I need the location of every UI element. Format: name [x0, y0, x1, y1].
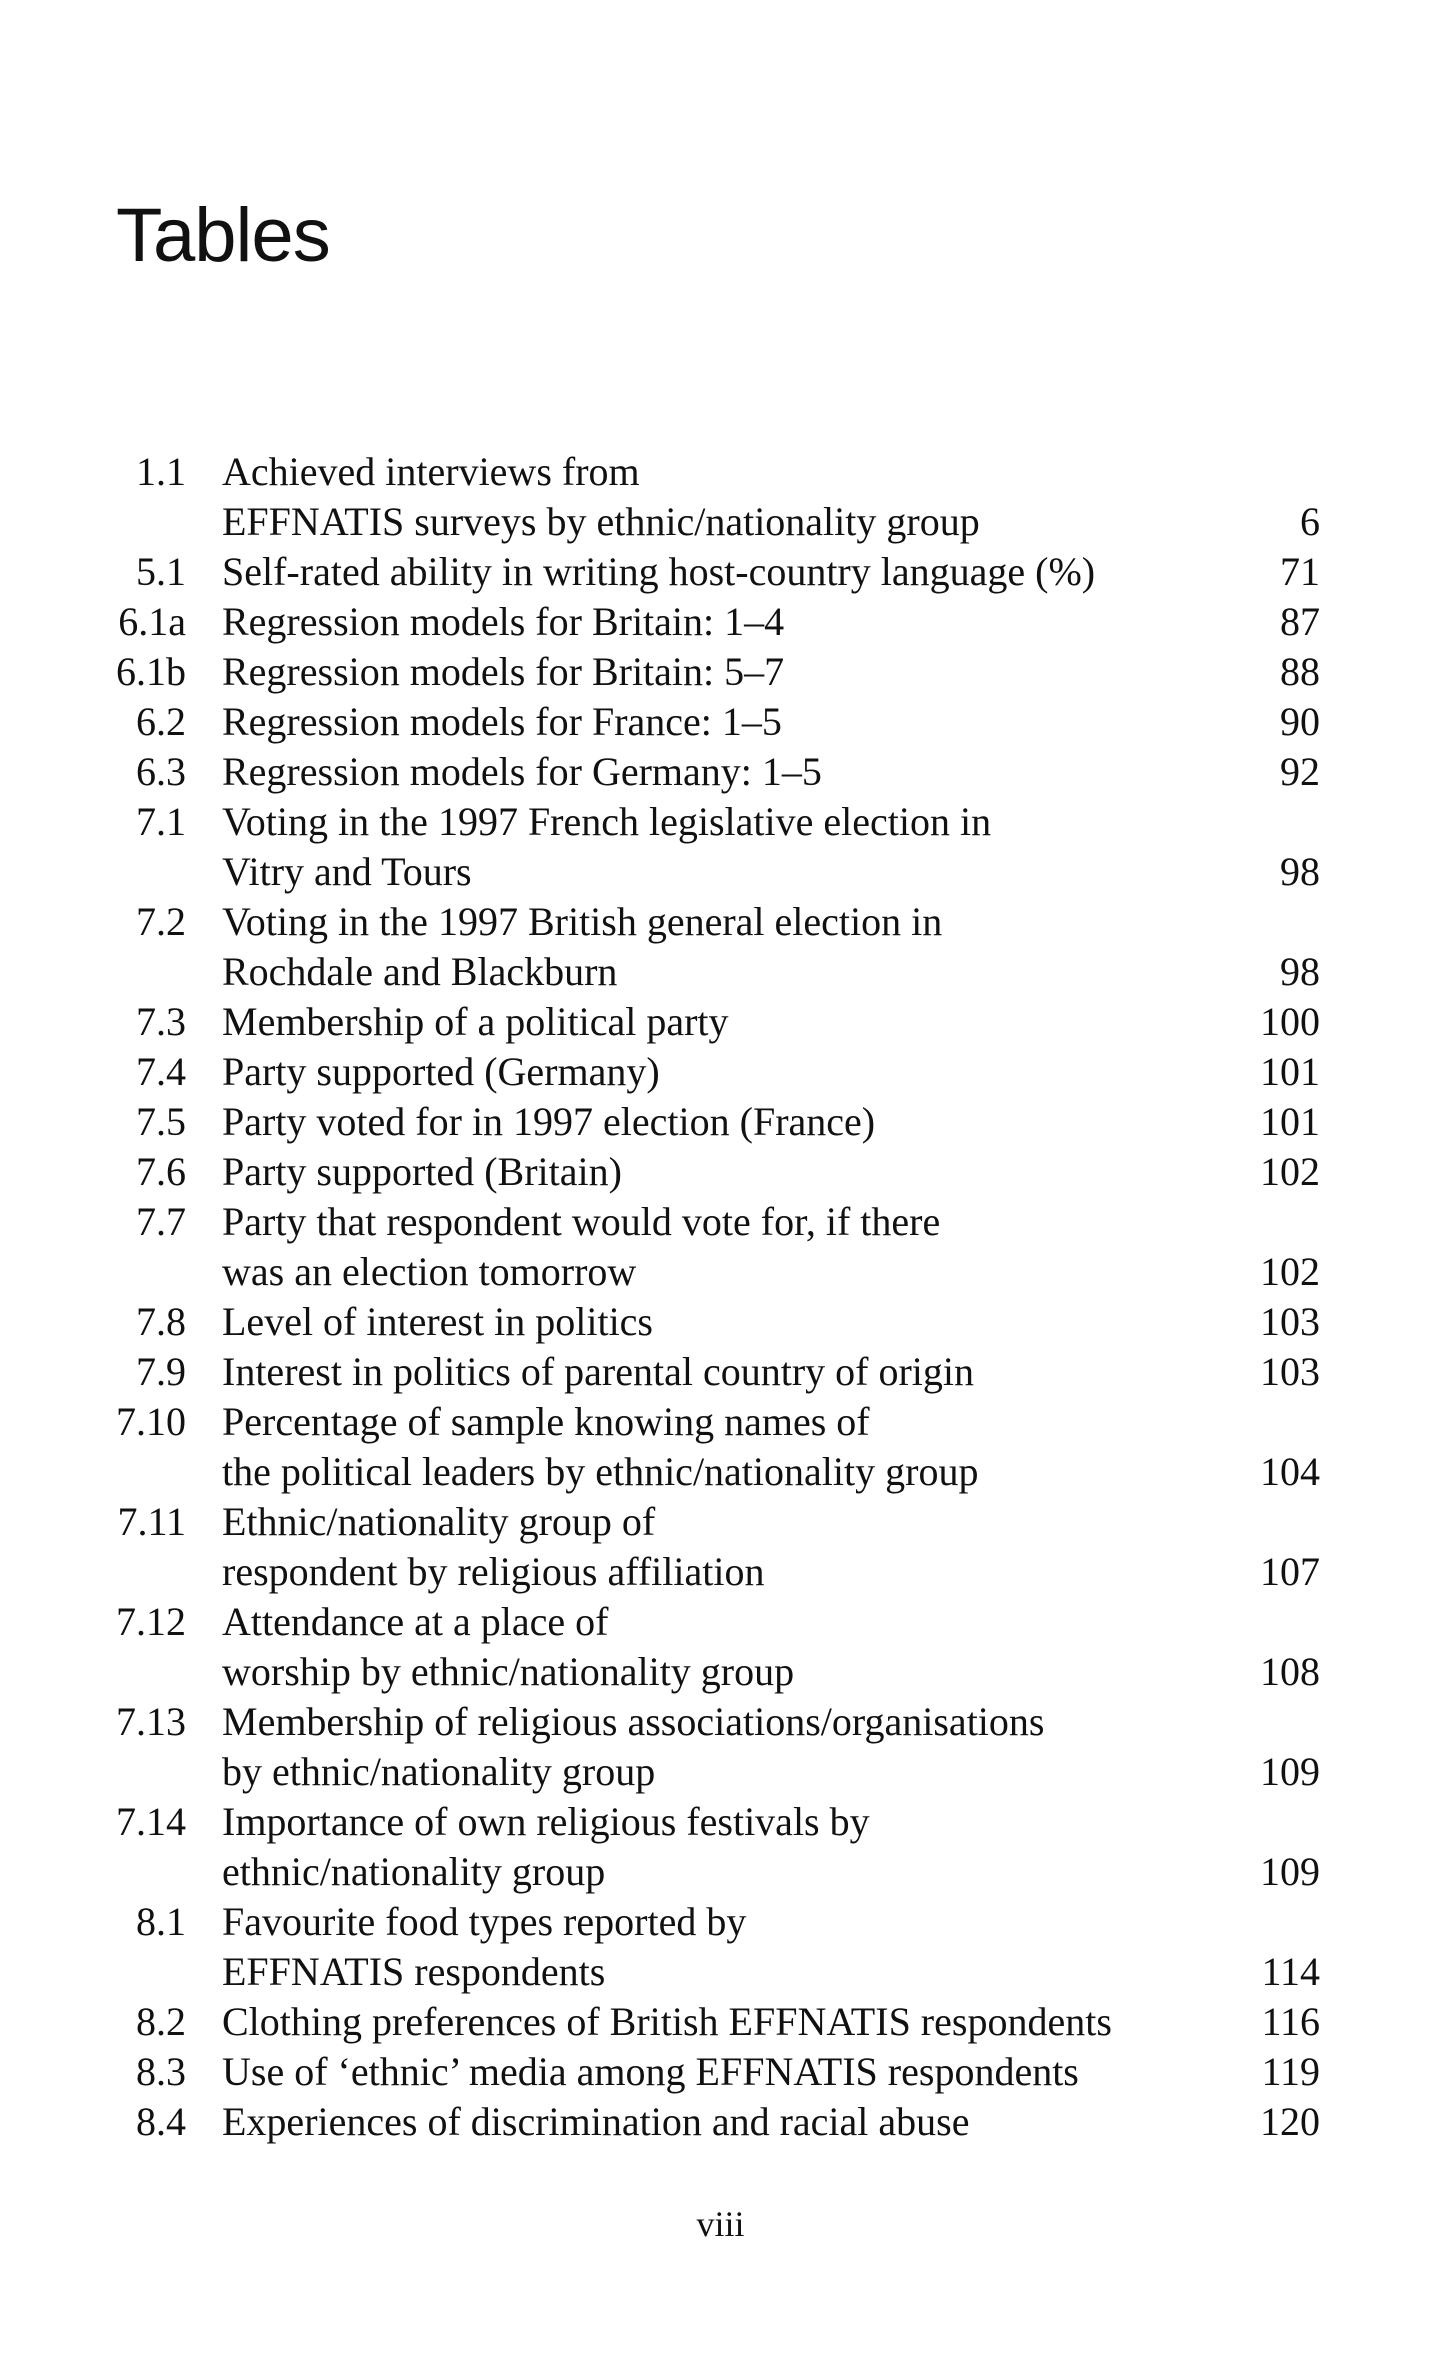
page-reference: 90 [1280, 699, 1320, 744]
toc-entry [100, 597, 1320, 647]
table-number: 6.3 [136, 749, 186, 794]
toc-entry [100, 1347, 1320, 1397]
table-number: 7.9 [136, 1349, 186, 1394]
table-title-line: the political leaders by ethnic/nationality group [222, 1449, 979, 1494]
toc-entry [100, 1897, 1320, 1997]
page-title: Tables [116, 193, 330, 278]
table-title-line: Party supported (Britain) [222, 1149, 622, 1194]
toc-entry [100, 647, 1320, 697]
toc-entry [100, 1097, 1320, 1147]
table-title-line: Vitry and Tours [222, 849, 472, 894]
table-title-line: Membership of religious associations/organisations [222, 1699, 1045, 1744]
table-title [222, 997, 1222, 1047]
page-reference: 104 [1260, 1449, 1320, 1494]
toc-entry [100, 547, 1320, 597]
toc-entry [100, 1297, 1320, 1347]
page-reference: 114 [1261, 1949, 1320, 1994]
table-title-line: Regression models for Britain: 5–7 [222, 649, 785, 694]
page-reference: 103 [1260, 1349, 1320, 1394]
table-title-line: Rochdale and Blackburn [222, 949, 618, 994]
table-title [222, 697, 1222, 747]
table-title [222, 1597, 1222, 1697]
table-title-line: Ethnic/nationality group of [222, 1499, 656, 1544]
page-reference: 98 [1280, 949, 1320, 994]
table-title [222, 1997, 1222, 2047]
table-title-line: Party voted for in 1997 election (France) [222, 1099, 876, 1144]
table-title-line: Experiences of discrimination and racial abuse [222, 2099, 970, 2144]
table-title-line: Clothing preferences of British EFFNATIS respondents [222, 1999, 1112, 2044]
toc-entry [100, 997, 1320, 1047]
table-title [222, 1097, 1222, 1147]
table-title-line: Level of interest in politics [222, 1299, 653, 1344]
table-title [222, 1147, 1222, 1197]
table-number: 7.2 [136, 899, 186, 944]
table-title [222, 1197, 1222, 1297]
table-title-line: Self-rated ability in writing host-country language (%) [222, 549, 1096, 594]
table-number: 7.7 [136, 1199, 186, 1244]
table-title [222, 1697, 1222, 1797]
table-number: 7.14 [116, 1799, 186, 1844]
toc-entry [100, 1497, 1320, 1597]
table-title-line: Voting in the 1997 British general election in [222, 899, 943, 944]
table-title-line: Regression models for France: 1–5 [222, 699, 782, 744]
table-title-line: Membership of a political party [222, 999, 729, 1044]
toc-entry [100, 1797, 1320, 1897]
list-of-tables [100, 447, 1320, 2147]
toc-entry [100, 1047, 1320, 1097]
table-number: 6.2 [136, 699, 186, 744]
table-title-line: Use of ‘ethnic’ media among EFFNATIS respondents [222, 2049, 1079, 2094]
table-title-line: EFFNATIS respondents [222, 1949, 606, 1994]
toc-entry [100, 1597, 1320, 1697]
table-title [222, 747, 1222, 797]
page-reference: 88 [1280, 649, 1320, 694]
table-title [222, 647, 1222, 697]
table-number: 8.3 [136, 2049, 186, 2094]
table-title-line: Importance of own religious festivals by [222, 1799, 870, 1844]
table-number: 7.11 [117, 1499, 186, 1544]
table-number: 7.1 [136, 799, 186, 844]
table-title [222, 2047, 1222, 2097]
table-title [222, 597, 1222, 647]
table-title-line: ethnic/nationality group [222, 1849, 606, 1894]
toc-entry [100, 897, 1320, 997]
table-title-line: Regression models for Britain: 1–4 [222, 599, 785, 644]
page-reference: 87 [1280, 599, 1320, 644]
table-title [222, 547, 1222, 597]
table-title-line: Voting in the 1997 French legislative election in [222, 799, 992, 844]
table-title [222, 1297, 1222, 1347]
table-title [222, 1397, 1222, 1497]
page-reference: 102 [1260, 1249, 1320, 1294]
page-reference: 119 [1261, 2049, 1320, 2094]
page-reference: 98 [1280, 849, 1320, 894]
table-number: 7.5 [136, 1099, 186, 1144]
table-title-line: worship by ethnic/nationality group [222, 1649, 795, 1694]
table-number: 6.1a [118, 599, 186, 644]
table-title [222, 1897, 1222, 1997]
table-number: 7.8 [136, 1299, 186, 1344]
toc-entry [100, 1997, 1320, 2047]
page-reference: 92 [1280, 749, 1320, 794]
page-reference: 101 [1260, 1099, 1320, 1144]
table-number: 7.13 [116, 1699, 186, 1744]
table-title-line: Favourite food types reported by [222, 1899, 747, 1944]
table-number: 7.3 [136, 999, 186, 1044]
table-title-line: respondent by religious affiliation [222, 1549, 765, 1594]
toc-entry [100, 1697, 1320, 1797]
page-reference: 116 [1261, 1999, 1320, 2044]
table-title-line: by ethnic/nationality group [222, 1749, 656, 1794]
table-number: 7.6 [136, 1149, 186, 1194]
table-title [222, 1497, 1222, 1597]
table-number: 7.4 [136, 1049, 186, 1094]
page-reference: 109 [1260, 1849, 1320, 1894]
table-title [222, 1047, 1222, 1097]
toc-entry [100, 697, 1320, 747]
table-title-line: Party supported (Germany) [222, 1049, 660, 1094]
toc-entry [100, 1197, 1320, 1297]
table-number: 7.12 [116, 1599, 186, 1644]
page-reference: 102 [1260, 1149, 1320, 1194]
table-title-line: Achieved interviews from [222, 449, 640, 494]
page-reference: 107 [1260, 1549, 1320, 1594]
page-reference: 101 [1260, 1049, 1320, 1094]
toc-entry [100, 447, 1320, 547]
table-title [222, 2097, 1222, 2147]
page-reference: 103 [1260, 1299, 1320, 1344]
table-title [222, 447, 1222, 547]
page-reference: 6 [1300, 499, 1320, 544]
table-number: 8.4 [136, 2099, 186, 2144]
toc-entry [100, 2097, 1320, 2147]
table-title-line: EFFNATIS surveys by ethnic/nationality group [222, 499, 980, 544]
table-number: 5.1 [136, 549, 186, 594]
table-title-line: Attendance at a place of [222, 1599, 609, 1644]
toc-entry [100, 1147, 1320, 1197]
toc-entry [100, 2047, 1320, 2097]
page-reference: 108 [1260, 1649, 1320, 1694]
page-reference: 100 [1260, 999, 1320, 1044]
page-reference: 71 [1280, 549, 1320, 594]
page-number: viii [696, 2204, 745, 2244]
table-number: 7.10 [116, 1399, 186, 1444]
table-title-line: was an election tomorrow [222, 1249, 637, 1294]
table-title-line: Interest in politics of parental country of origin [222, 1349, 975, 1394]
table-title [222, 1347, 1222, 1397]
table-title [222, 1797, 1222, 1897]
toc-entry [100, 797, 1320, 897]
table-number: 8.1 [136, 1899, 186, 1944]
toc-entry [100, 1397, 1320, 1497]
table-number: 8.2 [136, 1999, 186, 2044]
table-title-line: Regression models for Germany: 1–5 [222, 749, 822, 794]
page-reference: 109 [1260, 1749, 1320, 1794]
toc-entry [100, 747, 1320, 797]
page-reference: 120 [1260, 2099, 1320, 2144]
table-title-line: Party that respondent would vote for, if there [222, 1199, 941, 1244]
table-number: 6.1b [116, 649, 186, 694]
table-number: 1.1 [136, 449, 186, 494]
table-title [222, 797, 1222, 897]
table-title-line: Percentage of sample knowing names of [222, 1399, 870, 1444]
table-title [222, 897, 1222, 997]
